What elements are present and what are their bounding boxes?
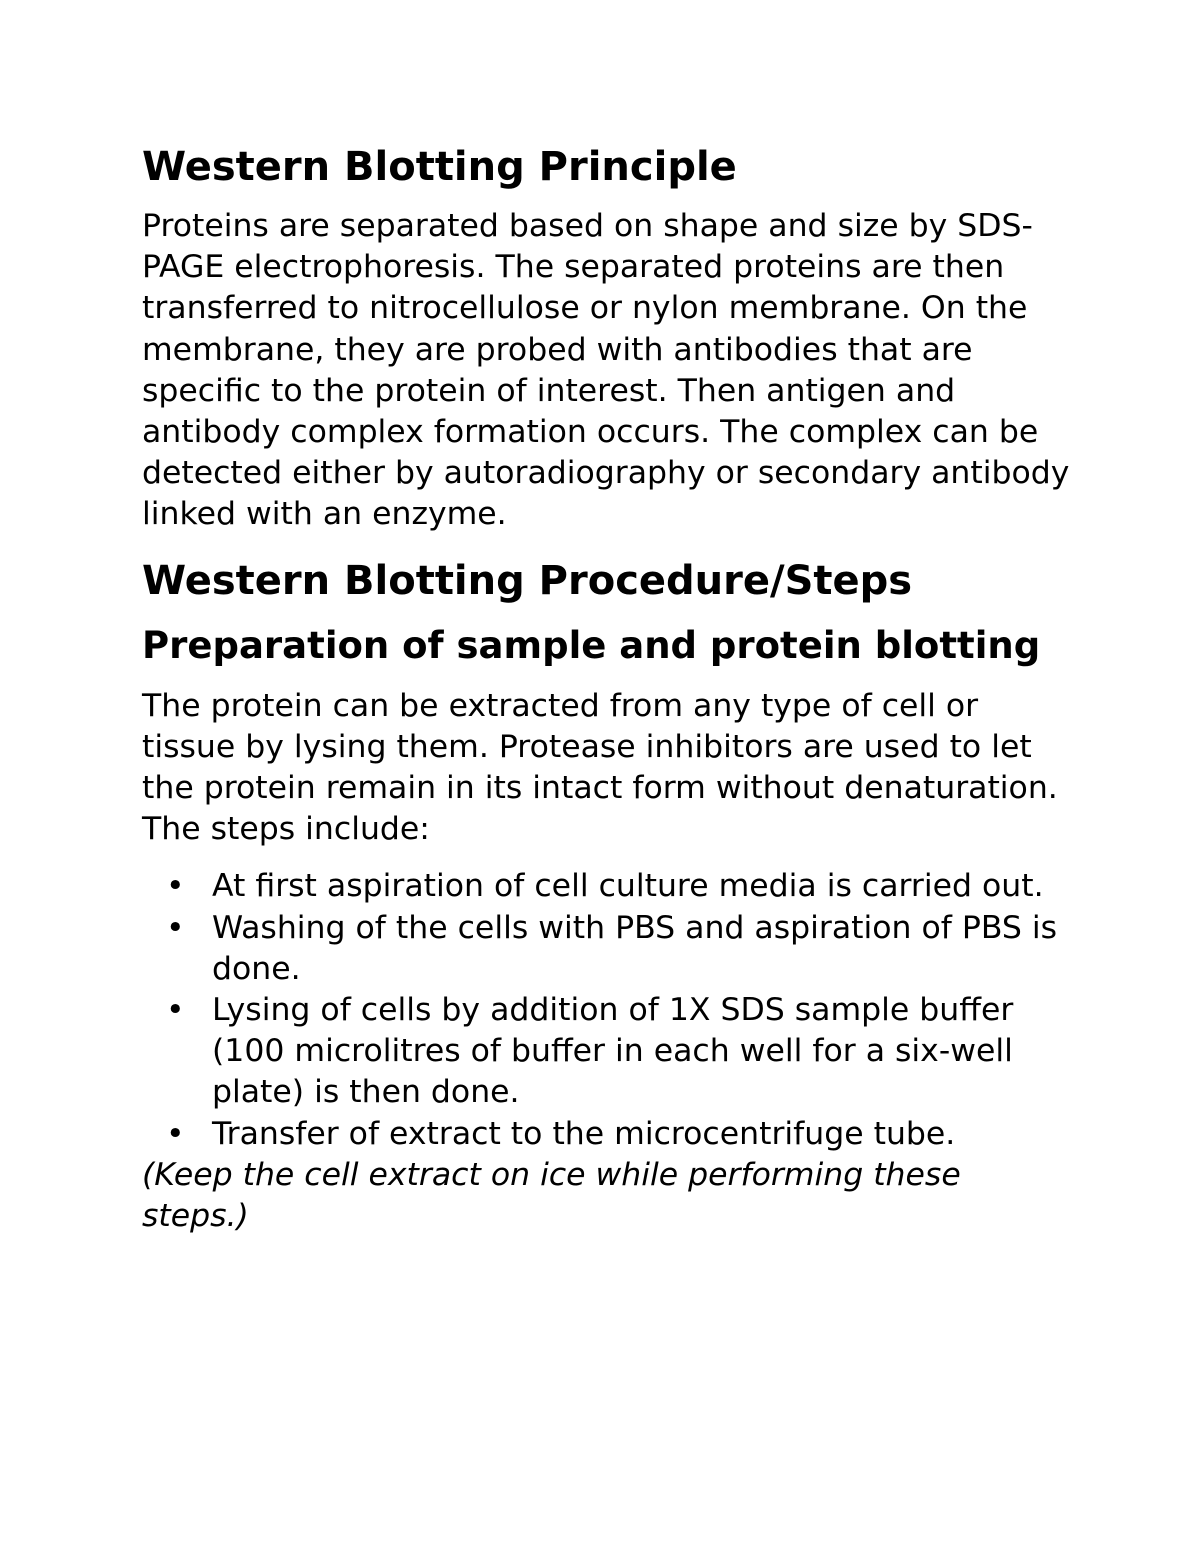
steps-list	[142, 866, 1072, 1154]
list-item	[142, 1114, 1072, 1155]
bullet-icon: •	[166, 1115, 185, 1152]
heading-procedure: Western Blotting Procedure/Steps	[142, 557, 913, 604]
bullet-icon: •	[166, 868, 185, 905]
preparation-paragraph: The protein can be extracted from any type of cell or tissue by lysing them. Protease inhibitors are used to let the protein remain in its intact form without denaturation. The steps include:	[142, 687, 1058, 848]
note-italic: (Keep the cell extract on ice while performing these steps.)	[142, 1156, 961, 1235]
bullet-icon: •	[166, 992, 185, 1029]
list-item-text: Transfer of extract to the microcentrifuge tube.	[212, 1115, 956, 1152]
bullet-icon: •	[166, 909, 185, 946]
subheading-preparation: Preparation of sample and protein blotting	[142, 623, 1041, 667]
list-item	[142, 908, 1072, 990]
list-item	[142, 990, 1072, 1114]
document-page	[142, 140, 1072, 1237]
principle-paragraph: Proteins are separated based on shape and size by SDS-PAGE electrophoresis. The separated proteins are then transferred to nitrocellulose or nylon membrane. On the membrane, they are probed with antibodies that are specific to the protein of interest. Then antigen and antibody complex formation occurs. The complex can be detected either by autoradiography or secondary antibody linked with an enzyme.	[142, 208, 1070, 533]
list-item	[142, 866, 1072, 907]
heading-principle: Western Blotting Principle	[142, 144, 737, 190]
list-item-text: Washing of the cells with PBS and aspiration of PBS is done.	[212, 909, 1058, 987]
list-item-text: At first aspiration of cell culture media is carried out.	[212, 868, 1044, 905]
list-item-text: Lysing of cells by addition of 1X SDS sample buffer (100 microlitres of buffer in each well for a six-well plate) is then done.	[212, 992, 1014, 1111]
